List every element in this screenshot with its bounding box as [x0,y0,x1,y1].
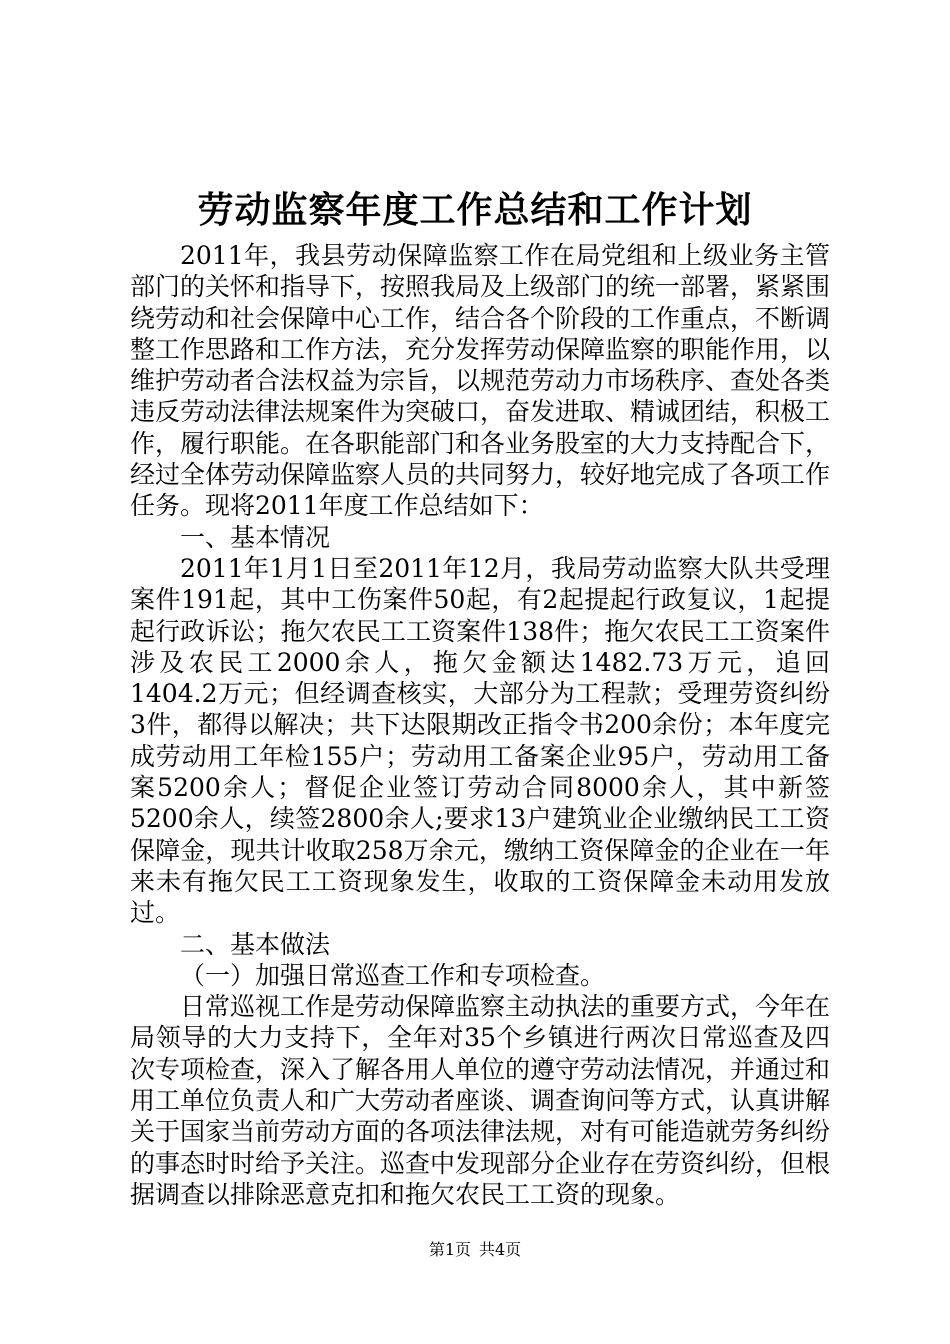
document-body [130,240,830,1210]
section-heading-basic-methods: 二、基本做法 [180,929,331,959]
page-total: 共4页 [479,1240,522,1259]
page-number: 第1页 [428,1240,471,1259]
paragraph-intro: 2011年，我县劳动保障监察工作在局党组和上级业务主管部门的关怀和指导下，按照我局及上级部门的统一部署，紧紧围绕劳动和社会保障中心工作，结合各个阶段的工作重点，不断调整工作思路和工作方法，充分发挥劳动保障监察的职能作用，以维护劳动者合法权益为宗旨，以规范劳动力市场秩序、查处各类违反劳动法律法规案件为突破口，奋发进取、精诚团结，积极工作，履行职能。在各职能部门和各业务股室的大力支持配合下，经过全体劳动保障监察人员的共同努力，较好地完成了各项工作任务。现将2011年度工作总结如下： [130,241,831,521]
paragraph-basic-situation: 2011年1月1日至2011年12月，我局劳动监察大队共受理案件191起，其中工伤案件50起，有2起提起行政复议，1起提起行政诉讼；拖欠农民工工资案件138件；拖欠农民工工资案件涉及农民工2000余人，拖欠金额达1482.73万元，追回1404.2万元；但经调查核实，大部分为工程款；受理劳资纠纷3件，都得以解决；共下达限期改正指令书200余份；本年度完成劳动用工年检155户；劳动用工备案企业95户，劳动用工备案5200余人；督促企业签订劳动合同8000余人，其中新签5200余人，续签2800余人;要求13户建筑业企业缴纳民工工资保障金，现共计收取258万余元，缴纳工资保障金的企业在一年来未有拖欠民工工资现象发生，收取的工资保障金未动用发放过。 [130,553,830,928]
subsection-heading-inspection: （一）加强日常巡查工作和专项检查。 [180,960,606,990]
section-heading-basic-situation: 一、基本情况 [180,522,331,552]
paragraph-inspection: 日常巡视工作是劳动保障监察主动执法的重要方式，今年在局领导的大力支持下，全年对35个乡镇进行两次日常巡查及四次专项检查，深入了解各用人单位的遵守劳动法情况，并通过和用工单位负责人和广大劳动者座谈、调查询问等方式，认真讲解关于国家当前劳动方面的各项法律法规，对有可能造就劳务纠纷的事态时时给予关注。巡查中发现部分企业存在劳资纠纷，但根据调查以排除恶意克扣和拖欠农民工工资的现象。 [130,992,831,1209]
document-title: 劳动监察年度工作总结和工作计划 [197,189,753,231]
page-footer [0,1239,950,1261]
